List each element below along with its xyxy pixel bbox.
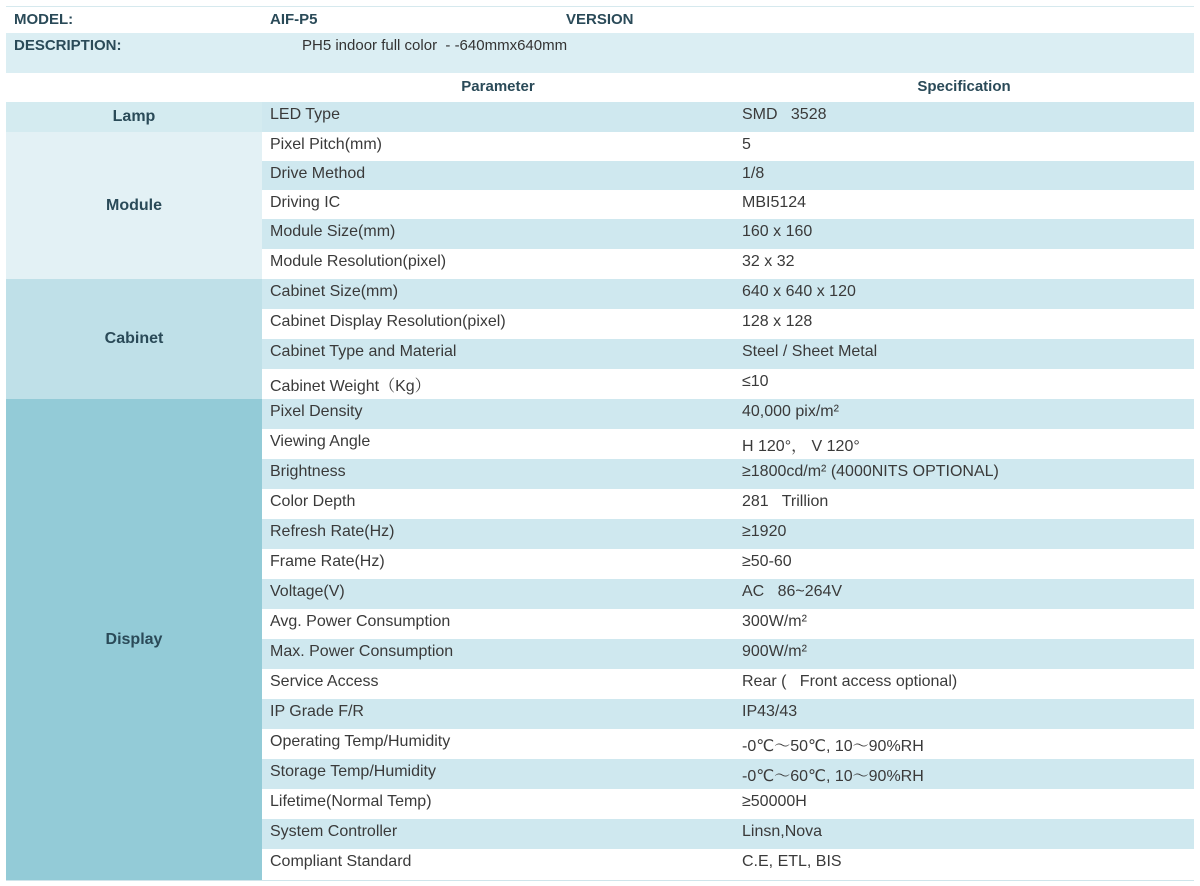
- table-row: [262, 639, 1194, 669]
- model-label: MODEL:: [14, 11, 74, 28]
- specification-cell: 128 x 128: [742, 313, 813, 330]
- specification-cell: -0℃～50℃, 10～90%RH: [742, 738, 924, 755]
- parameter-cell: Viewing Angle: [270, 433, 371, 450]
- model-value: AIF-P5: [270, 11, 318, 28]
- specification-cell: ≥1800cd/m² (4000NITS OPTIONAL): [742, 463, 999, 480]
- table-row: [262, 219, 1194, 249]
- table-row: [262, 429, 1194, 459]
- parameter-cell: Cabinet Size(mm): [270, 283, 399, 300]
- group-cell-module: Module: [6, 132, 262, 279]
- specification-cell: ≤10: [742, 373, 769, 390]
- table-row: [262, 279, 1194, 309]
- column-header-specification: Specification: [917, 78, 1011, 95]
- specification-cell: IP43/43: [742, 703, 798, 720]
- table-row: [262, 339, 1194, 369]
- table-row: [262, 519, 1194, 549]
- table-row: [262, 161, 1194, 191]
- parameter-cell: Module Size(mm): [270, 223, 396, 240]
- parameter-cell: LED Type: [270, 106, 340, 123]
- table-row: [262, 132, 1194, 162]
- parameter-cell: Frame Rate(Hz): [270, 553, 385, 570]
- parameter-cell: Service Access: [270, 673, 379, 690]
- parameter-cell: Cabinet Display Resolution(pixel): [270, 313, 506, 330]
- specification-cell: 1/8: [742, 165, 765, 182]
- specification-cell: -0℃～60℃, 10～90%RH: [742, 768, 924, 785]
- model-row: [6, 6, 1194, 34]
- description-row: [6, 33, 1194, 73]
- parameter-cell: Color Depth: [270, 493, 356, 510]
- specification-cell: 281 Trillion: [742, 493, 829, 510]
- version-label: VERSION: [566, 11, 634, 28]
- parameter-cell: System Controller: [270, 823, 398, 840]
- table-row: [262, 669, 1194, 699]
- specification-cell: 5: [742, 136, 751, 153]
- parameter-cell: Lifetime(Normal Temp): [270, 793, 432, 810]
- parameter-cell: Driving IC: [270, 194, 341, 211]
- specification-cell: ≥1920: [742, 523, 787, 540]
- table-row: [262, 579, 1194, 609]
- column-header-parameter: Parameter: [461, 78, 535, 95]
- parameter-cell: Compliant Standard: [270, 853, 412, 870]
- table-row: [262, 549, 1194, 579]
- specification-cell: H 120°， V 120°: [742, 438, 860, 455]
- table-row: [262, 102, 1194, 132]
- parameter-cell: Storage Temp/Humidity: [270, 763, 436, 780]
- parameter-cell: Refresh Rate(Hz): [270, 523, 395, 540]
- specification-cell: 900W/m²: [742, 643, 807, 660]
- parameter-cell: Pixel Density: [270, 403, 363, 420]
- specification-cell: Rear ( Front access optional): [742, 673, 958, 690]
- table-row: [262, 399, 1194, 429]
- parameter-cell: Avg. Power Consumption: [270, 613, 451, 630]
- specification-cell: 640 x 640 x 120: [742, 283, 856, 300]
- table-row: [262, 849, 1194, 879]
- table-row: [262, 729, 1194, 759]
- specification-cell: 160 x 160: [742, 223, 813, 240]
- table-row: [262, 819, 1194, 849]
- specification-cell: ≥50-60: [742, 553, 792, 570]
- specification-cell: C.E, ETL, BIS: [742, 853, 842, 870]
- parameter-cell: Voltage(V): [270, 583, 345, 600]
- description-value: PH5 indoor full color - -640mmx640mm: [302, 37, 568, 54]
- table-row: [262, 759, 1194, 789]
- parameter-cell: Operating Temp/Humidity: [270, 733, 451, 750]
- table-row: [262, 609, 1194, 639]
- group-cell-display: Display: [6, 399, 262, 880]
- table-row: [262, 369, 1194, 399]
- parameter-cell: Cabinet Type and Material: [270, 343, 457, 360]
- table-row: [262, 699, 1194, 729]
- specification-cell: 32 x 32: [742, 253, 795, 270]
- column-header-row: [6, 73, 1194, 102]
- specification-cell: ≥50000H: [742, 793, 807, 810]
- parameter-cell: Max. Power Consumption: [270, 643, 454, 660]
- table-row: [262, 459, 1194, 489]
- specification-cell: MBI5124: [742, 194, 807, 211]
- specification-cell: AC 86~264V: [742, 583, 843, 600]
- table-row: [262, 489, 1194, 519]
- specification-cell: SMD 3528: [742, 106, 827, 123]
- parameter-cell: Drive Method: [270, 165, 366, 182]
- specification-cell: Steel / Sheet Metal: [742, 343, 878, 360]
- parameter-cell: IP Grade F/R: [270, 703, 364, 720]
- specification-cell: Linsn,Nova: [742, 823, 823, 840]
- parameter-cell: Brightness: [270, 463, 346, 480]
- group-cell-lamp: Lamp: [6, 102, 262, 132]
- parameter-cell: Cabinet Weight（Kg）: [270, 378, 431, 395]
- group-cell-cabinet: Cabinet: [6, 279, 262, 399]
- table-row: [262, 789, 1194, 819]
- parameter-cell: Module Resolution(pixel): [270, 253, 447, 270]
- table-row: [262, 190, 1194, 220]
- specification-cell: 40,000 pix/m²: [742, 403, 839, 420]
- table-row: [262, 249, 1194, 279]
- specification-cell: 300W/m²: [742, 613, 807, 630]
- parameter-cell: Pixel Pitch(mm): [270, 136, 383, 153]
- description-label: DESCRIPTION:: [14, 37, 122, 54]
- table-row: [262, 309, 1194, 339]
- table-bottom-divider: [6, 880, 1194, 881]
